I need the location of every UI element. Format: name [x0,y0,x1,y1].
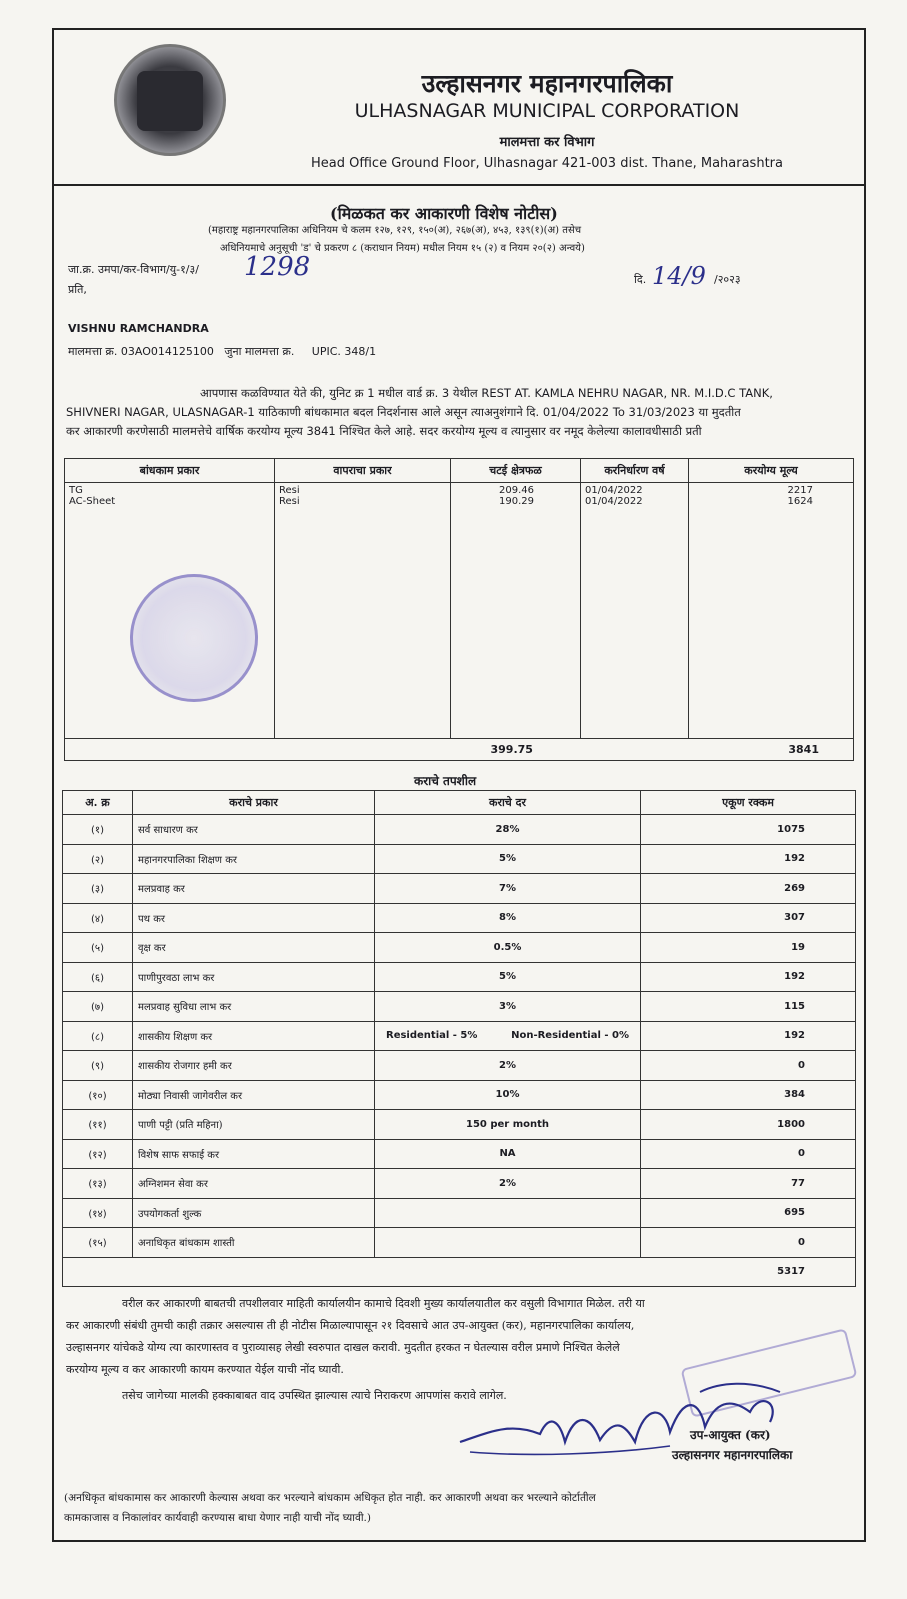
tax-rate [375,1198,641,1228]
tax-row [63,874,856,904]
usage-2: Resi [279,496,300,507]
tax-name: मलप्रवाह सुविधा लाभ कर [133,992,375,1022]
footer-disclaimer [52,1488,866,1528]
tax-serial: (५) [63,933,133,963]
tax-amount: 0 [641,1139,856,1169]
year-2: 01/04/2022 [585,496,643,507]
tax-amount: 0 [641,1228,856,1258]
corporation-name-marathi: उल्हासनगर महानगरपालिका [421,69,673,98]
tax-amount: 0 [641,1051,856,1081]
grand-total-amount: 5317 [641,1257,856,1287]
tax-name: पाणी पट्टी (प्रति महिना) [133,1110,375,1140]
office-address: Head Office Ground Floor, Ulhasnagar 421-003 dist. Thane, Maharashtra [311,156,783,171]
tax-rate: 28% [375,815,641,845]
tax-amount: 695 [641,1198,856,1228]
edu-residential-rate: Residential - 5% [386,1030,478,1042]
date-year: /२०२३ [714,273,741,286]
tax-row [63,1051,856,1081]
tax-rate: 150 per month [375,1110,641,1140]
tax-rate: 8% [375,903,641,933]
area-2: 190.29 [499,496,534,507]
tax-amount: 192 [641,1021,856,1051]
tax-amount: 192 [641,844,856,874]
closing-line-3: उल्हासनगर यांचेकडे योग्य त्या कारणास्तव व पुराव्यासह लेखी स्वरुपात दाखल करावी. मुदतीत हरकत न घेतल्यास वरील प्रमाणे निश्चित केलेले [66,1341,620,1354]
tax-amount: 1800 [641,1110,856,1140]
col-tax-rate: कराचे दर [375,791,641,815]
upic-number: UPIC. 348/1 [311,345,377,358]
tax-table-header [63,791,856,815]
col-tax-type: कराचे प्रकार [133,791,375,815]
tax-name: उपयोगकर्ता शुल्क [133,1198,375,1228]
official-round-stamp [130,574,258,702]
year-1: 01/04/2022 [585,485,643,496]
tax-row [63,815,856,845]
tax-details-table [62,790,856,1287]
corporation-name-english: ULHASNAGAR MUNICIPAL CORPORATION [354,100,740,122]
tax-name: पथ कर [133,903,375,933]
tax-details-title: कराचे तपशील [414,774,477,788]
tax-serial: (११) [63,1110,133,1140]
footer-line-2: कामकाजास व निकालांवर कार्यवाही करण्यास बाधा येणार नाही याची नोंद घ्यावी.) [64,1512,371,1524]
tax-row [63,1169,856,1199]
tax-amount: 384 [641,1080,856,1110]
col-construction-type: बांधकाम प्रकार [65,459,275,483]
tax-row [63,933,856,963]
old-property-label: जुना मालमत्ता क्र. [224,345,295,358]
tax-serial: (९) [63,1051,133,1081]
year-cell [581,483,689,739]
tax-rate: 3% [375,992,641,1022]
owner-name: VISHNU RAMCHANDRA [68,322,209,335]
tax-name: मलप्रवाह कर [133,874,375,904]
letterhead [52,28,866,186]
notice-title: (मिळकत कर आकारणी विशेष नोटीस) [330,204,558,223]
tax-rate: 5% [375,962,641,992]
tax-serial: (१४) [63,1198,133,1228]
tax-serial: (२) [63,844,133,874]
date-handwritten: 14/9 [652,262,706,290]
tax-serial: (४) [63,903,133,933]
tax-rate: 7% [375,874,641,904]
reference-number-handwritten: 1298 [244,252,311,282]
col-assessment-year: करनिर्धारण वर्ष [581,459,689,483]
tax-serial: (८) [63,1021,133,1051]
col-taxable-value: करयोग्य मूल्य [689,459,854,483]
notice-subtitle-line1: (महाराष्ट्र महानगरपालिका अधिनियम चे कलम १२७, १२९, १५०(अ), २६७(अ), ४५३, १३९(१)(अ) तसेच [208,225,582,236]
tax-row [63,844,856,874]
property-number: 03AO014125100 [120,345,214,358]
tax-serial: (६) [63,962,133,992]
col-usage-type: वापराचा प्रकार [275,459,451,483]
tax-serial: (१०) [63,1080,133,1110]
property-table-header [65,459,854,483]
total-area: 399.75 [451,739,689,761]
tax-serial: (१३) [63,1169,133,1199]
tax-rate [375,1228,641,1258]
tax-amount: 77 [641,1169,856,1199]
seal-emblem [137,71,203,131]
tax-name: वृक्ष कर [133,933,375,963]
body-line-3: कर आकारणी करणेसाठी मालमत्तेचे वार्षिक करयोग्य मूल्य 3841 निश्चित केले आहे. सदर करयोग्य मूल्य व त्यानुसार वर नमूद केलेल्या कालावधीसाठी प्रती [66,424,702,438]
grand-total-spacer [63,1257,641,1287]
value-2: 1624 [787,496,813,507]
body-line-1: आपणास कळविण्यात येते की, युनिट क्र 1 मधील वार्ड क्र. 3 येथील REST AT. KAMLA NEHRU NAGAR, NR. M.I.D.C TANK, [200,386,773,400]
closing-line-1: वरील कर आकारणी बाबतची तपशीलवार माहिती कार्यालयीन कामाचे दिवशी मुख्य कार्यालयातील कर वसुली विभागात मिळेल. तरी या [122,1297,645,1310]
tax-rate: 10% [375,1080,641,1110]
tax-row [63,1198,856,1228]
tax-serial: (७) [63,992,133,1022]
tax-row [63,1021,856,1051]
value-cell [689,483,854,739]
tax-rate: 2% [375,1169,641,1199]
tax-row [63,1080,856,1110]
to-label: प्रति, [68,283,87,296]
tax-row [63,1228,856,1258]
tax-name: मोठ्या निवासी जागेवरील कर [133,1080,375,1110]
body-line-2: SHIVNERI NAGAR, ULASNAGAR-1 याठिकाणी बांधकामात बदल निदर्शनास आले असून त्याअनुशंगाने दि. 01/04/2022 To 31/03/2023 या मुदतीत [66,405,741,419]
department-name: मालमत्ता कर विभाग [499,135,595,150]
tax-name: पाणीपुरवठा लाभ कर [133,962,375,992]
signatory-organization: उल्हासनगर महानगरपालिका [672,1448,793,1462]
total-taxable-value: 3841 [689,739,854,761]
tax-row [63,1110,856,1140]
area-1: 209.46 [499,485,534,496]
tax-name: सर्व साधारण कर [133,815,375,845]
usage-1: Resi [279,485,300,496]
usage-cell [275,483,451,739]
signatory-title: उप-आयुक्त (कर) [690,1428,771,1442]
tax-grand-total-row [63,1257,856,1287]
property-table-total [65,739,854,761]
tax-name: अनाधिकृत बांधकाम शास्ती [133,1228,375,1258]
tax-row [63,903,856,933]
total-spacer [65,739,451,761]
area-cell [451,483,581,739]
notice-subtitle-line2: अधिनियमाचे अनुसूची 'ड' चे प्रकरण ८ (कराधान नियम) मधील नियम १५ (२) व नियम २०(२) अन्वये) [220,243,585,254]
col-serial: अ. क्र [63,791,133,815]
corporation-seal-logo [114,44,226,156]
tax-name: महानगरपालिका शिक्षण कर [133,844,375,874]
edu-nonresidential-rate: Non-Residential - 0% [511,1030,629,1042]
closing-line-2: कर आकारणी संबंधी तुमची काही तक्रार असल्यास ती ही नोटीस मिळाल्यापासून २१ दिवसाचे आत उप-आयुक्त (कर), महानगरपालिका कार्यालय, [66,1319,635,1332]
property-label: मालमत्ता क्र. [68,345,118,358]
col-total-amount: एकूण रक्कम [641,791,856,815]
tax-rate: 2% [375,1051,641,1081]
tax-name: अग्निशमन सेवा कर [133,1169,375,1199]
tax-row [63,992,856,1022]
tax-amount: 19 [641,933,856,963]
tax-amount: 1075 [641,815,856,845]
tax-serial: (१२) [63,1139,133,1169]
closing-line-4: करयोग्य मूल्य व कर आकारणी कायम करण्यात येईल याची नोंद घ्यावी. [66,1363,344,1376]
footer-line-1: (अनधिकृत बांधकामास कर आकारणी केल्यास अथवा कर भरल्याने बांधकाम अधिकृत होत नाही. कर आकारणी अथवा कर भरल्याने कोर्टातील [64,1492,596,1504]
tax-name: शासकीय शिक्षण कर [133,1021,375,1051]
tax-rate: NA [375,1139,641,1169]
tax-row [63,1139,856,1169]
tax-name: शासकीय रोजगार हमी कर [133,1051,375,1081]
reference-label: जा.क्र. उमपा/कर-विभाग/यु-१/३/ [68,263,199,276]
tax-amount: 269 [641,874,856,904]
tax-row [63,962,856,992]
value-1: 2217 [787,485,813,496]
construction-2: AC-Sheet [69,496,116,507]
tax-rate: 5% [375,844,641,874]
col-carpet-area: चटई क्षेत्रफळ [451,459,581,483]
tax-amount: 115 [641,992,856,1022]
tax-amount: 192 [641,962,856,992]
tax-serial: (१) [63,815,133,845]
property-number-line [68,344,376,359]
tax-serial: (१५) [63,1228,133,1258]
date-label: दि. [634,273,647,286]
tax-amount: 307 [641,903,856,933]
tax-rate: 0.5% [375,933,641,963]
tax-serial: (३) [63,874,133,904]
construction-1: TG [69,485,83,496]
tax-rate-split [375,1021,641,1051]
tax-name: विशेष साफ सफाई कर [133,1139,375,1169]
closing-line-5: तसेच जागेच्या मालकी हक्काबाबत वाद उपस्थित झाल्यास त्याचे निराकरण आपणांस करावे लागेल. [122,1389,507,1402]
